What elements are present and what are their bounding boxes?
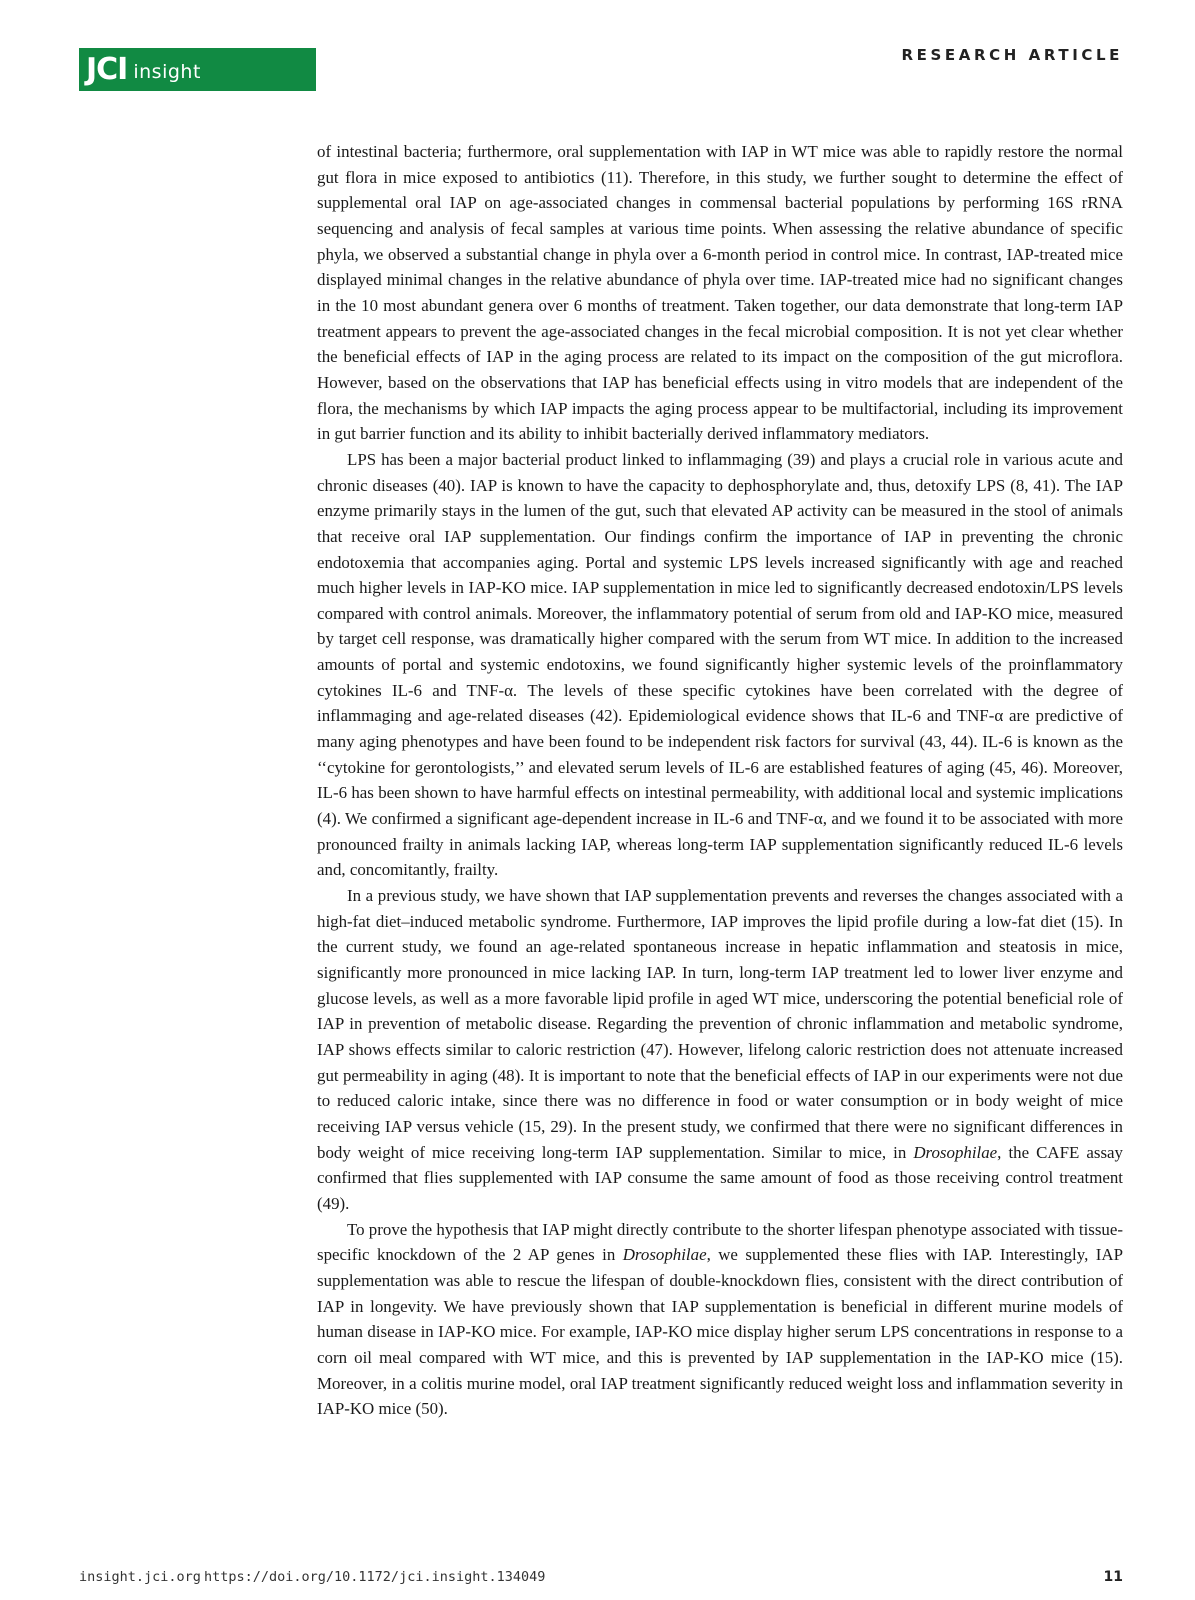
paragraph-2: LPS has been a major bacterial product linked to inflammaging (39) and plays a crucial role in various acute and chronic diseases (40). IAP is known to have the capacity to dephosphorylate and, thus, detoxify LPS (8, 41). The IAP enzyme primarily stays in the lumen of the gut, such that elevated AP activity can be measured in the stool of animals that receive oral IAP supplementation. Our findings confirm the importance of IAP in preventing the chronic endotoxemia that accompanies aging. Portal and systemic LPS levels increased significantly with age and reached much higher levels in IAP-KO mice. IAP supplementation in mice led to significantly decreased endotoxin/LPS levels compared with control animals. Moreover, the inflammatory potential of serum from old and IAP-KO mice, measured by target cell response, was dramatically higher compared with the serum from WT mice. In addition to the increased amounts of portal and systemic endotoxins, we found significantly higher systemic levels of the proinflammatory cytokines IL-6 and TNF-α. The levels of these specific cytokines have been correlated with the degree of inflammaging and age-related diseases (42). Epidemiological evidence shows that IL-6 and TNF-α are predictive of many aging phenotypes and have been found to be independent risk factors for survival (43, 44). IL-6 is known as the ‘‘cytokine for gerontologists,’’ and elevated serum levels of IL-6 are established features of aging (45, 46). Moreover, IL-6 has been shown to have harmful effects on intestinal permeability, with additional local and systemic implications (4). We confirmed a significant age-dependent increase in IL-6 and TNF-α, and we found it to be associated with more pronounced frailty in animals lacking IAP, whereas long-term IAP supplementation significantly reduced IL-6 levels and, concomitantly, frailty. <box>317 449 1123 880</box>
paragraph-1: of intestinal bacteria; furthermore, oral supplementation with IAP in WT mice was able to rapidly restore the normal gut flora in mice exposed to antibiotics (11). Therefore, in this study, we further sought to determine the effect of supplemental oral IAP on age-associated changes in commensal bacterial populations by performing 16S rRNA sequencing and analysis of fecal samples at various time points. When assessing the relative abundance of specific phyla, we observed a substantial change in phyla over a 6-month period in control mice. In contrast, IAP-treated mice displayed minimal changes in the relative abundance of phyla over time. IAP-treated mice had no significant changes in the 10 most abundant genera over 6 months of treatment. Taken together, our data demonstrate that long-term IAP treatment appears to prevent the age-associated changes in the fecal microbial composition. It is not yet clear whether the beneficial effects of IAP in the aging process are related to its impact on the composition of the gut microflora. However, based on the observations that IAP has beneficial effects using in vitro models that are independent of the flora, the mechanisms by which IAP impacts the aging process appear to be multifactorial, including its improvement in gut barrier function and its ability to inhibit bacterially derived inflammatory mediators. <box>317 142 1123 444</box>
paragraph-4-text: To prove the hypothesis that IAP might directly contribute to the shorter lifespan phenotype associated with tissue-specific knockdown of the 2 AP genes in <box>317 1219 1123 1265</box>
footer-doi-link[interactable]: https://doi.org/10.1172/jci.insight.134049 <box>204 1569 546 1585</box>
footer-site-link[interactable]: insight.jci.org <box>79 1569 201 1585</box>
article-body <box>317 139 1123 1422</box>
paragraph-3-end: , the CAFE assay confirmed that flies supplemented with IAP consume the same amount of food as those receiving control treatment (49). <box>317 1142 1123 1213</box>
page-number: 11 <box>1103 1569 1123 1585</box>
paragraph-4 <box>317 1217 1123 1422</box>
journal-logo <box>79 48 316 91</box>
logo-jci-text: JCI <box>86 51 128 87</box>
article-type-label: RESEARCH ARTICLE <box>901 46 1123 64</box>
logo-insight-text: insight <box>133 61 201 83</box>
paragraph-4-end: , we supplemented these flies with IAP. Interestingly, IAP supplementation was able to rescue the lifespan of double-knockdown flies, consistent with the direct contribution of IAP in longevity. We have previously shown that IAP supplementation is beneficial in different murine models of human disease in IAP-KO mice. For example, IAP-KO mice display higher serum LPS concentrations in response to a corn oil meal compared with WT mice, and this is prevented by IAP supplementation in the IAP-KO mice (15). Moreover, in a colitis murine model, oral IAP treatment significantly reduced weight loss and inflammation severity in IAP-KO mice (50). <box>317 1245 1123 1419</box>
paragraph-3-species: Drosophilae <box>913 1142 998 1162</box>
page-footer <box>79 1569 1123 1591</box>
paragraph-3 <box>317 883 1123 1217</box>
paragraph-3-text: In a previous study, we have shown that IAP supplementation prevents and reverses the changes associated with a high-fat diet–induced metabolic syndrome. Furthermore, IAP improves the lipid profile during a low-fat diet (15). In the current study, we found an age-related spontaneous increase in hepatic inflammation and steatosis in mice, significantly more pronounced in mice lacking IAP. In turn, long-term IAP treatment led to lower liver enzyme and glucose levels, as well as a more favorable lipid profile in aged WT mice, underscoring the potential beneficial role of IAP in prevention of metabolic disease. Regarding the prevention of chronic inflammation and metabolic syndrome, IAP shows effects similar to caloric restriction (47). However, lifelong caloric restriction does not attenuate increased gut permeability in aging (48). It is important to note that the beneficial effects of IAP in our experiments were not due to reduced caloric intake, since there was no difference in food or water consumption or in body weight of mice receiving IAP versus vehicle (15, 29). In the present study, we confirmed that there were no significant differences in body weight of mice receiving long-term IAP supplementation. Similar to mice, in <box>317 886 1123 1162</box>
paragraph-4-species: Drosophilae <box>622 1245 707 1265</box>
